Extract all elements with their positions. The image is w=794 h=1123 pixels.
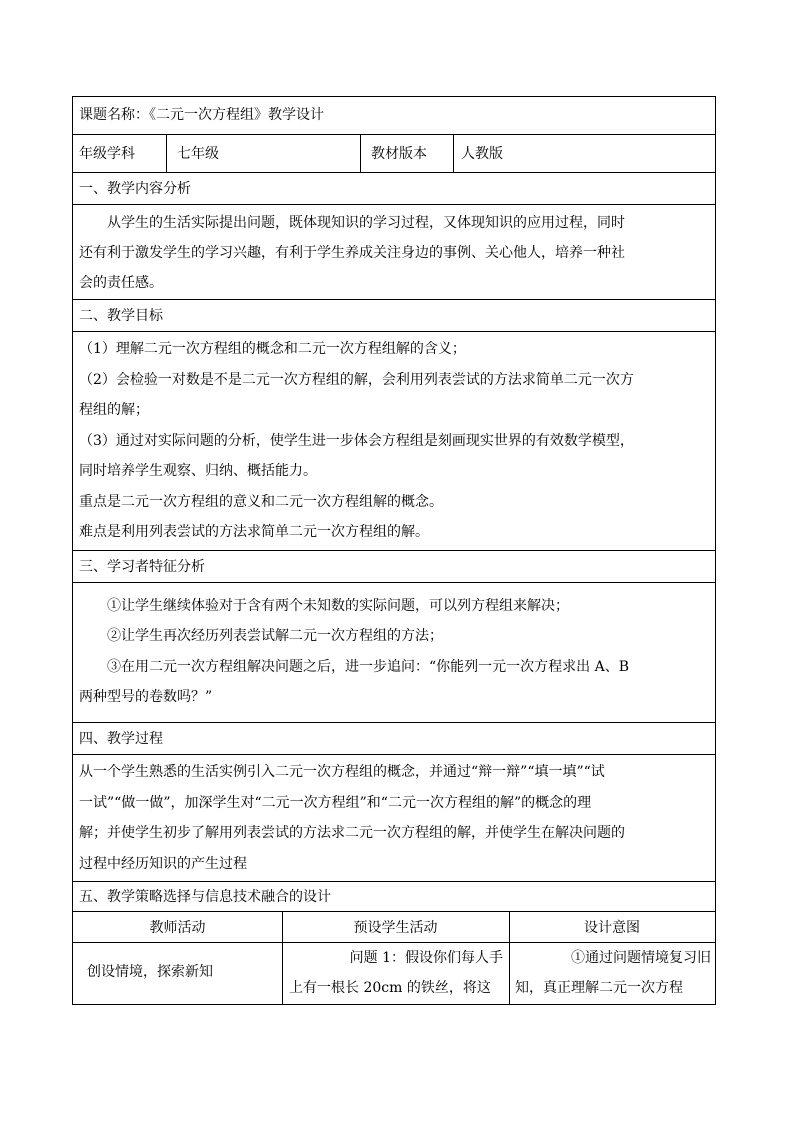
process-line: 从一个学生熟悉的生活实例引入二元一次方程组的概念，并通过“辩一辩”“填一填”“试: [79, 764, 605, 780]
col-header-teacher: 教师活动: [149, 920, 206, 936]
title-row: [73, 97, 715, 135]
info-row: [73, 135, 715, 173]
lesson-title: 课题名称：《二元一次方程组》教学设计: [79, 107, 324, 123]
edition-label: 教材版本: [371, 146, 427, 162]
objective-line: 同时培养学生观察、归纳、概括能力。: [79, 463, 317, 479]
learner-line: ③在用二元一次方程组解决问题之后，进一步追问：“你能列一元一次方程求出 A、B: [107, 659, 630, 675]
objective-line: （1）理解二元一次方程组的概念和二元一次方程组解的含义；: [79, 341, 466, 357]
learner-line: ①让学生继续体验对于含有两个未知数的实际问题，可以列方程组来解决；: [107, 598, 569, 614]
section1-body: [73, 205, 715, 300]
section2-body: [73, 332, 715, 551]
teacher-activity: 创设情境，探索新知: [87, 964, 213, 980]
section2-heading-row: [73, 300, 715, 332]
learner-line: ②让学生再次经历列表尝试解二元一次方程组的方法；: [107, 628, 443, 644]
section5-row: [73, 943, 715, 1004]
key-point-line: 重点是二元一次方程组的意义和二元一次方程组解的概念。: [79, 494, 443, 510]
section1-line: 会的责任感。: [79, 275, 163, 291]
section1-line: 还有利于激发学生的学习兴趣，有利于学生养成关注身边的事例、关心他人，培养一种社: [79, 245, 625, 261]
edition-value: 人教版: [461, 146, 503, 162]
lesson-plan-table: [72, 96, 716, 1005]
section5-heading: 五、教学策略选择与信息技术融合的设计: [79, 889, 331, 905]
intent-line: 知，真正理解二元一次方程: [515, 980, 683, 996]
difficulty-line: 难点是利用列表尝试的方法求简单二元一次方程组的解。: [79, 524, 429, 540]
learner-line: 两种型号的卷数吗？”: [79, 689, 213, 705]
section5-heading-row: [73, 882, 715, 912]
objective-line: 程组的解；: [79, 402, 149, 418]
student-activity-line: 问题 1：假设你们每人手: [349, 950, 503, 966]
col-header-student: 预设学生活动: [353, 920, 438, 936]
section3-heading-row: [73, 551, 715, 583]
process-line: 一试”“做一做”，加深学生对“二元一次方程组”和“二元一次方程组的解”的概念的理: [79, 795, 592, 811]
process-line: 解；并使学生初步了解用列表尝试的方法求二元一次方程组的解，并使学生在解决问题的: [79, 825, 625, 841]
process-line: 过程中经历知识的产生过程: [79, 856, 247, 872]
section1-line: 从学生的生活实际提出问题，既体现知识的学习过程，又体现知识的应用过程，同时: [107, 215, 625, 231]
objective-line: （2）会检验一对数是不是二元一次方程组的解，会利用列表尝试的方法求简单二元一次方: [79, 372, 634, 388]
section5-column-headers: [73, 912, 715, 943]
section4-heading-row: [73, 723, 715, 755]
section1-heading: 一、教学内容分析: [79, 181, 191, 197]
grade-label: 年级学科: [79, 146, 135, 162]
objective-line: （3）通过对实际问题的分析，使学生进一步体会方程组是刻画现实世界的有效数学模型，: [79, 433, 634, 449]
student-activity-line: 上有一根长 20cm 的铁丝，将这: [289, 980, 491, 996]
intent-line: ①通过问题情境复习旧: [571, 950, 711, 966]
section3-body: [73, 583, 715, 723]
grade-value: 七年级: [177, 146, 219, 162]
section2-heading: 二、教学目标: [79, 308, 163, 324]
section4-heading: 四、教学过程: [79, 731, 163, 747]
col-header-intent: 设计意图: [584, 920, 640, 936]
section4-body: [73, 755, 715, 882]
section3-heading: 三、学习者特征分析: [79, 559, 205, 575]
section1-heading-row: [73, 173, 715, 205]
